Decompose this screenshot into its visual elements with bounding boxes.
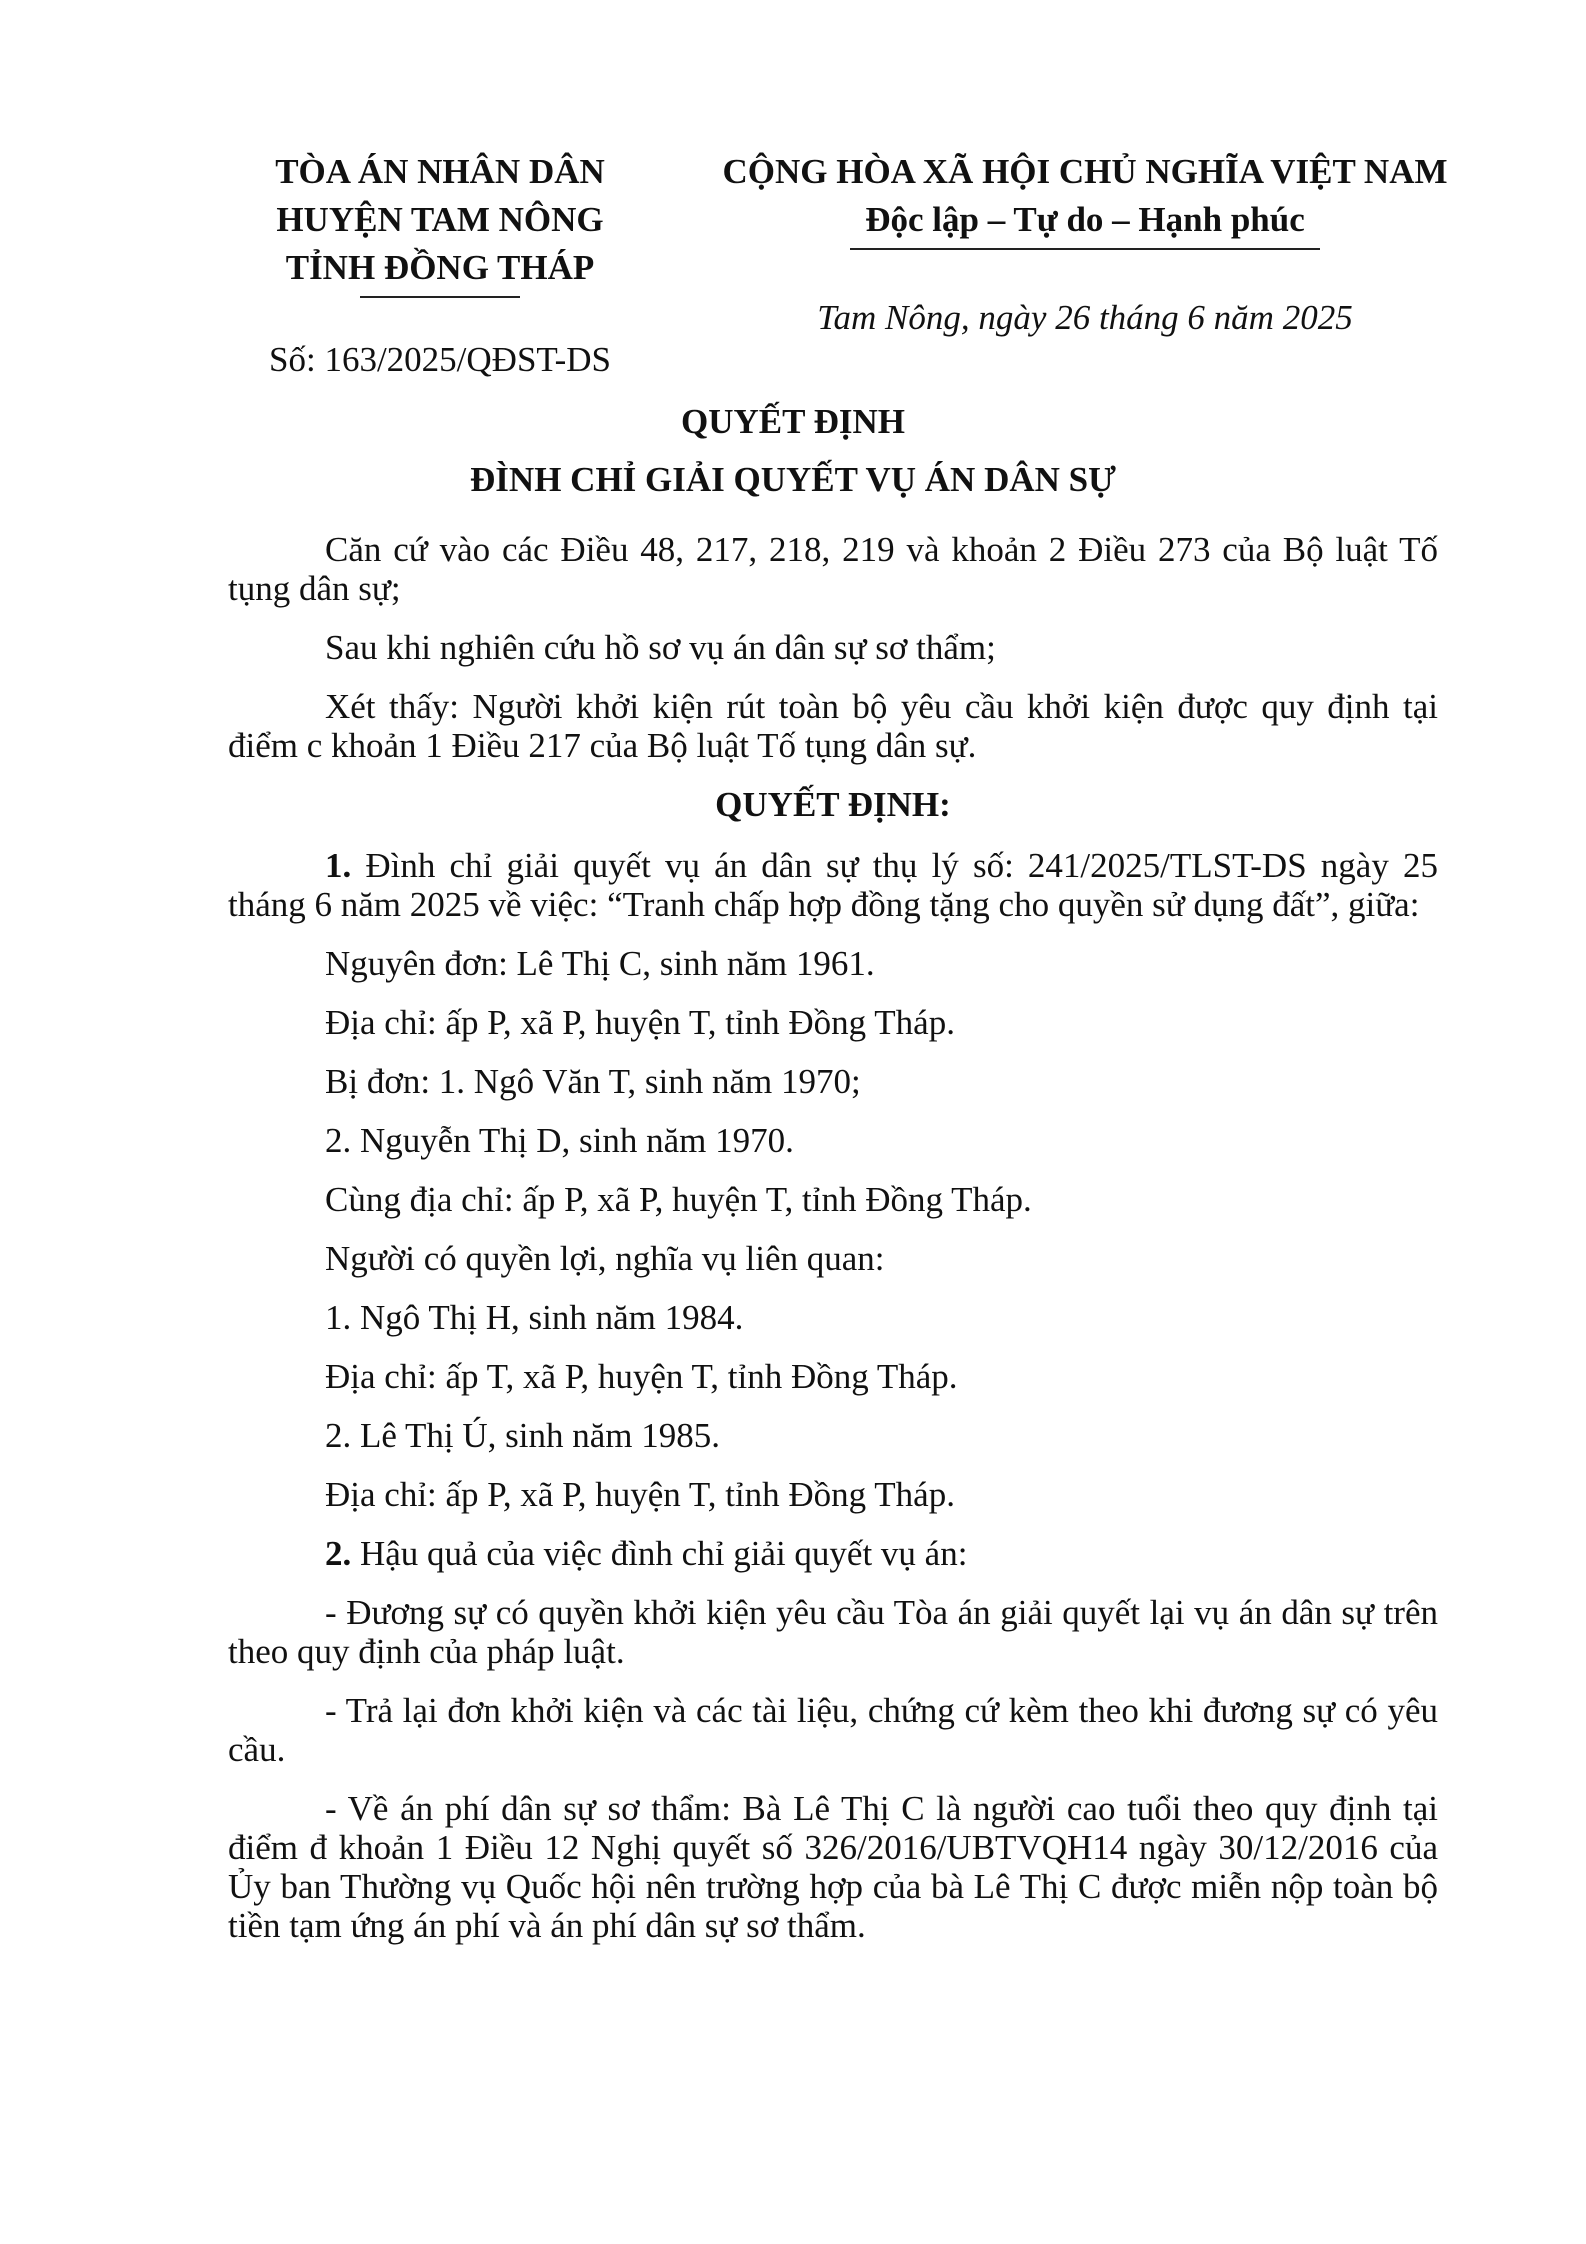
item1-number: 1. (325, 846, 352, 885)
item2-paragraph (228, 1534, 1438, 1573)
consequence-bullet-3: - Về án phí dân sự sơ thẩm: Bà Lê Thị C là người cao tuổi theo quy định tại điểm đ khoản 1 Điều 12 Nghị quyết số 326/2016/UBTVQH14 ngày 30/12/2016 của Ủy ban Thường vụ Quốc hội nên trường hợp của bà Lê Thị C được miễn nộp toàn bộ tiền tạm ứng án phí và án phí dân sự sơ thẩm. (228, 1789, 1438, 1945)
title-line1: QUYẾT ĐỊNH (681, 402, 905, 441)
defendant-line2: 2. Nguyễn Thị D, sinh năm 1970. (325, 1121, 794, 1160)
preamble-finding: Xét thấy: Người khởi kiện rút toàn bộ yêu cầu khởi kiện được quy định tại điểm c khoản 1 Điều 217 của Bộ luật Tố tụng dân sự. (228, 687, 1438, 765)
defendant-line1: Bị đơn: 1. Ngô Văn T, sinh năm 1970; (325, 1062, 861, 1101)
preamble-legal-basis: Căn cứ vào các Điều 48, 217, 218, 219 và khoản 2 Điều 273 của Bộ luật Tố tụng dân sự; (228, 530, 1438, 608)
national-title: CỘNG HÒA XÃ HỘI CHỦ NGHĨA VIỆT NAM (722, 152, 1448, 191)
preamble-review: Sau khi nghiên cứu hồ sơ vụ án dân sự sơ thẩm; (325, 628, 996, 667)
related-party1: 1. Ngô Thị H, sinh năm 1984. (325, 1298, 744, 1337)
item1-paragraph (228, 846, 1438, 924)
document-body (228, 530, 1438, 1965)
plaintiff-line: Nguyên đơn: Lê Thị C, sinh năm 1961. (325, 944, 875, 983)
related-party2: 2. Lê Thị Ú, sinh năm 1985. (325, 1416, 721, 1455)
national-motto-underline (850, 248, 1320, 250)
item2-number: 2. (325, 1534, 352, 1573)
item1-text: Đình chỉ giải quyết vụ án dân sự thụ lý số: 241/2025/TLST-DS ngày 25 tháng 6 năm 2025 về việc: “Tranh chấp hợp đồng tặng cho quyền sử dụng đất”, giữa: (228, 846, 1438, 924)
court-name-line3: TỈNH ĐỒNG THÁP (285, 248, 595, 287)
decision-heading: QUYẾT ĐỊNH: (715, 785, 951, 824)
document-title (0, 393, 1586, 509)
related-parties-heading: Người có quyền lợi, nghĩa vụ liên quan: (325, 1239, 885, 1278)
consequence-bullet-2: - Trả lại đơn khởi kiện và các tài liệu, chứng cứ kèm theo khi đương sự có yêu cầu. (228, 1691, 1438, 1769)
court-name-line1: TÒA ÁN NHÂN DÂN (275, 152, 605, 191)
court-header (205, 148, 675, 380)
consequence-bullet-1: - Đương sự có quyền khởi kiện yêu cầu Tòa án giải quyết lại vụ án dân sự trên theo quy định của pháp luật. (228, 1593, 1438, 1671)
item2-text: Hậu quả của việc đình chỉ giải quyết vụ án: (351, 1534, 968, 1573)
place-date: Tam Nông, ngày 26 tháng 6 năm 2025 (817, 298, 1353, 337)
court-header-underline (360, 296, 520, 298)
plaintiff-address: Địa chỉ: ấp P, xã P, huyện T, tỉnh Đồng Tháp. (325, 1003, 955, 1042)
national-header (690, 148, 1480, 338)
decision-number: Số: 163/2025/QĐST-DS (269, 340, 611, 379)
national-motto: Độc lập – Tự do – Hạnh phúc (865, 200, 1305, 239)
title-line2: ĐÌNH CHỈ GIẢI QUYẾT VỤ ÁN DÂN SỰ (470, 460, 1116, 499)
defendants-address: Cùng địa chỉ: ấp P, xã P, huyện T, tỉnh Đồng Tháp. (325, 1180, 1032, 1219)
related-party2-address: Địa chỉ: ấp P, xã P, huyện T, tỉnh Đồng Tháp. (325, 1475, 955, 1514)
court-name-line2: HUYỆN TAM NÔNG (276, 200, 604, 239)
related-party1-address: Địa chỉ: ấp T, xã P, huyện T, tỉnh Đồng Tháp. (325, 1357, 958, 1396)
